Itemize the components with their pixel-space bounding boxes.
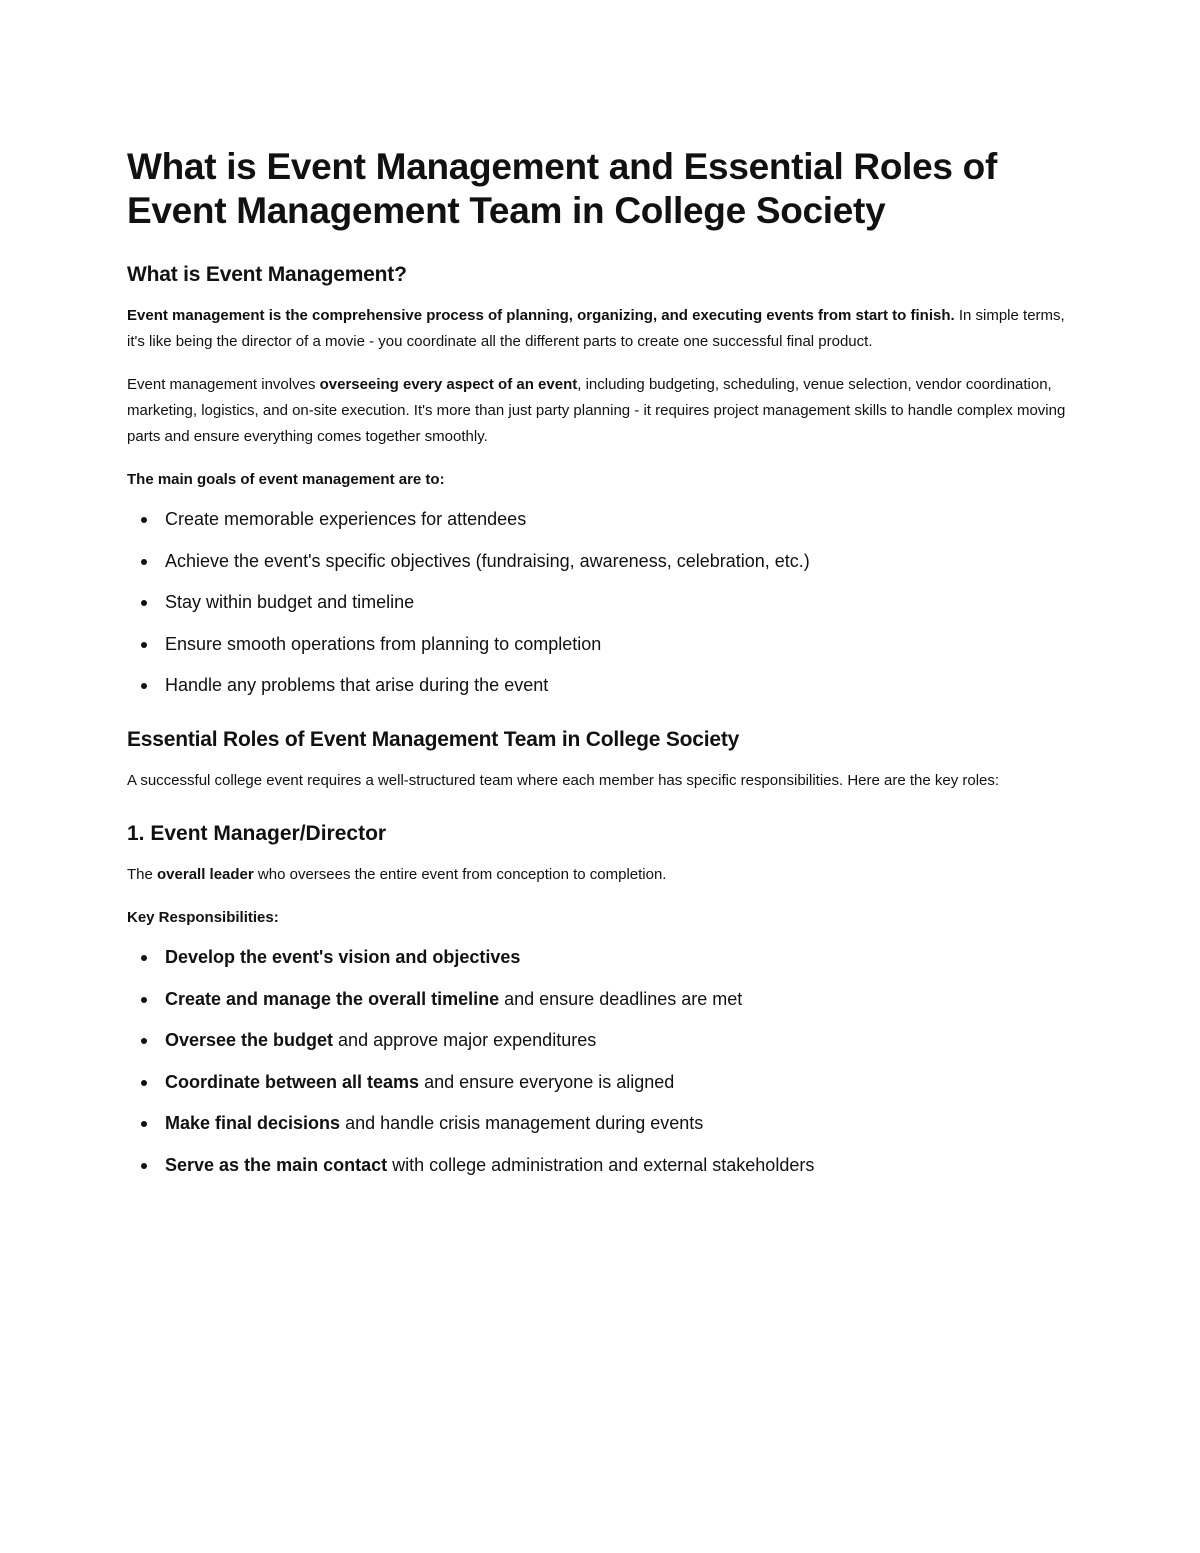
role-heading-event-manager: 1. Event Manager/Director <box>127 822 387 845</box>
involves-paragraph <box>127 372 1072 450</box>
goal-text: Stay within budget and timeline <box>165 592 415 612</box>
bullet-icon <box>141 642 147 648</box>
bullet-icon <box>141 1163 147 1169</box>
goals-list <box>127 506 1072 698</box>
goals-label <box>127 467 1072 493</box>
responsibility-bold: Coordinate between all teams <box>165 1071 420 1092</box>
role-description <box>127 862 1072 888</box>
role-desc-start: The <box>127 866 158 883</box>
section-heading-what-is: What is Event Management? <box>127 263 407 286</box>
list-item <box>127 944 1072 970</box>
goal-text: Ensure smooth operations from planning to completion <box>165 633 602 654</box>
responsibility-rest: and handle crisis management during events <box>340 1113 704 1133</box>
roles-intro-paragraph: A successful college event requires a well-structured team where each member has specific responsibilities. Here are the key roles: <box>127 772 1000 789</box>
list-item <box>127 672 1072 698</box>
responsibility-bold: Oversee the budget <box>165 1030 334 1050</box>
responsibility-rest: with college administration and external stakeholders <box>387 1154 815 1175</box>
involves-bold: overseeing every aspect of an event <box>319 376 578 393</box>
definition-bold: Event management is the comprehensive process of planning, organizing, and executing events from start to finish. <box>127 307 955 324</box>
bullet-icon <box>141 559 147 565</box>
role-desc-bold: overall leader <box>157 866 254 883</box>
involves-start: Event management involves <box>127 376 320 393</box>
role-desc-rest: who oversees the entire event from conception to completion. <box>253 866 667 883</box>
responsibility-rest: and approve major expenditures <box>333 1030 597 1050</box>
bullet-icon <box>141 600 147 606</box>
document-title: What is Event Management and Essential Roles of Event Management Team in College Society <box>127 146 997 231</box>
list-item <box>127 1110 1072 1136</box>
responsibilities-label <box>127 905 1072 931</box>
list-item <box>127 631 1072 657</box>
bullet-icon <box>141 517 147 523</box>
definition-rest: In simple terms, it's like being the director of a movie - you coordinate all the different parts to create one successful final product. <box>127 307 1065 350</box>
responsibilities-list <box>127 944 1072 1178</box>
responsibility-bold: Create and manage the overall timeline <box>165 988 500 1009</box>
document-page <box>127 145 1072 1196</box>
goal-text: Handle any problems that arise during the event <box>165 675 549 695</box>
list-item <box>127 1152 1072 1178</box>
responsibilities-label-bold: Key Responsibilities: <box>127 909 279 926</box>
responsibility-bold: Serve as the main contact <box>165 1154 388 1175</box>
goal-text: Achieve the event's specific objectives (fundraising, awareness, celebration, etc.) <box>165 550 810 571</box>
goal-text: Create memorable experiences for attendees <box>165 509 527 529</box>
bullet-icon <box>141 1038 147 1044</box>
bullet-icon <box>141 1121 147 1127</box>
responsibility-rest: and ensure deadlines are met <box>499 988 743 1009</box>
list-item <box>127 986 1072 1012</box>
bullet-icon <box>141 997 147 1003</box>
responsibility-bold: Make final decisions <box>165 1113 341 1133</box>
bullet-icon <box>141 955 147 961</box>
list-item <box>127 1027 1072 1053</box>
list-item <box>127 548 1072 574</box>
bullet-icon <box>141 683 147 689</box>
section-heading-roles: Essential Roles of Event Management Team in College Society <box>127 728 740 751</box>
involves-rest: , including budgeting, scheduling, venue selection, vendor coordination, marketing, logistics, and on-site execution. It's more than just party planning - it requires project management skills to handle complex moving parts and ensure everything comes together smoothly. <box>127 376 1066 445</box>
list-item <box>127 1069 1072 1095</box>
goals-label-bold: The main goals of event management are to: <box>127 471 445 488</box>
bullet-icon <box>141 1080 147 1086</box>
list-item <box>127 506 1072 532</box>
responsibility-rest: and ensure everyone is aligned <box>419 1071 675 1092</box>
definition-paragraph <box>127 303 1072 355</box>
list-item <box>127 589 1072 615</box>
responsibility-bold: Develop the event's vision and objectives <box>165 947 521 967</box>
